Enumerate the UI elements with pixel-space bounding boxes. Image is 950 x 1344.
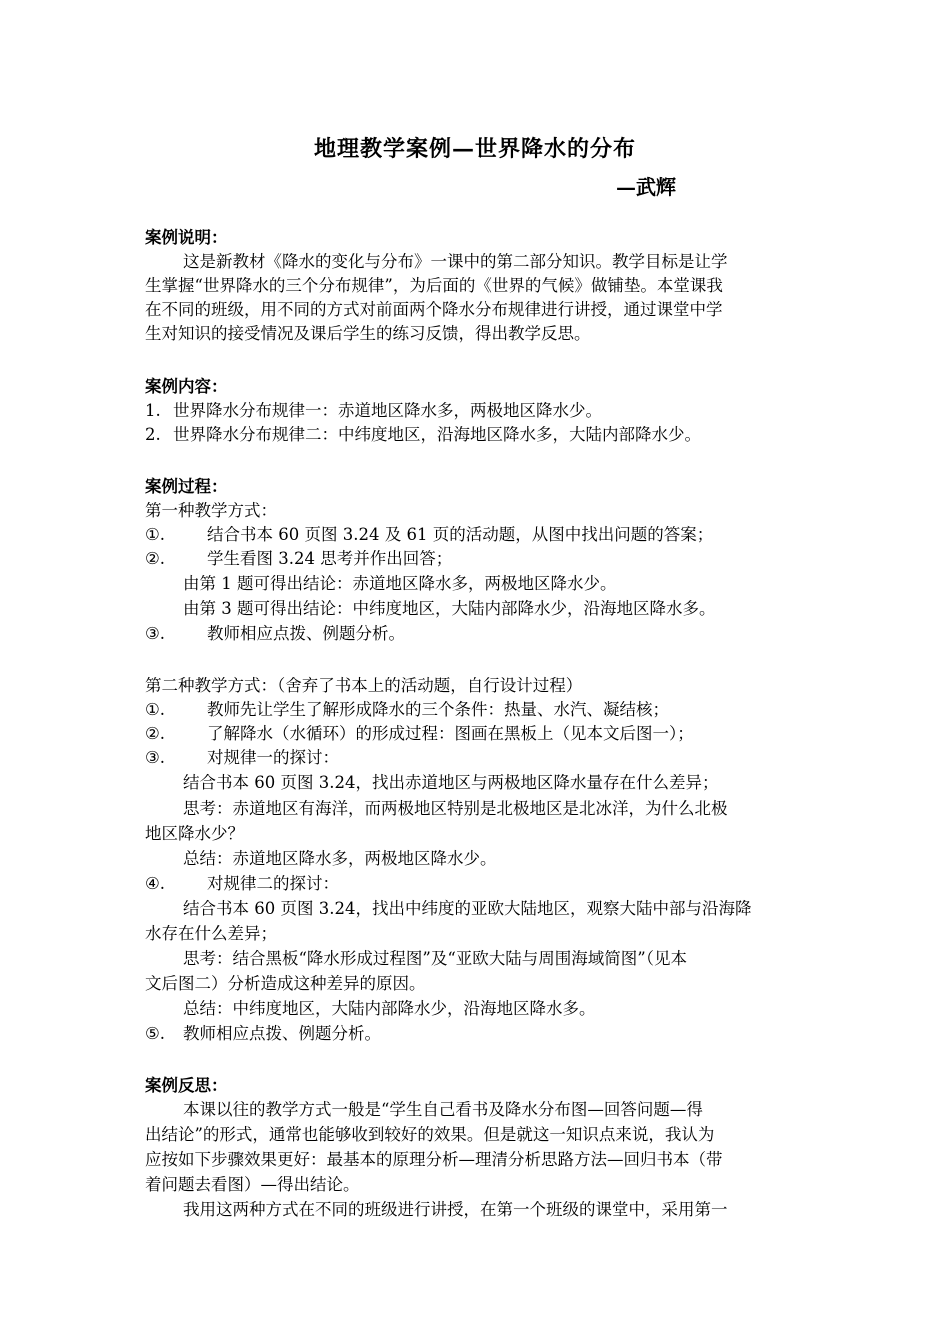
- list-item: [145, 622, 405, 646]
- author-line: —武辉: [616, 175, 676, 199]
- paragraph-line: 本课以往的教学方式一般是“学生自己看书及降水分布图—回答问题—得: [183, 1100, 703, 1119]
- paragraph-line: 思考：结合黑板“降水形成过程图”及“亚欧大陆与周围海域简图”（见本: [183, 949, 687, 968]
- method-one-heading: 第一种教学方式：: [145, 501, 277, 520]
- section-heading-description: 案例说明：: [145, 228, 228, 247]
- paragraph-line: 思考：赤道地区有海洋，而两极地区特别是北极地区是北冰洋，为什么北极: [183, 799, 728, 818]
- paragraph-line: 结合书本 60 页图 3.24，找出中纬度的亚欧大陆地区，观察大陆中部与沿海降: [183, 899, 752, 918]
- method-two-heading: 第二种教学方式：（舍弃了书本上的活动题，自行设计过程）: [145, 676, 583, 695]
- list-number: ②.: [145, 549, 166, 568]
- list-number: ④.: [145, 874, 166, 893]
- paragraph-line: 文后图二）分析造成这种差异的原因。: [145, 974, 426, 993]
- paragraph-line: 我用这两种方式在不同的班级进行讲授，在第一个班级的课堂中，采用第一: [183, 1200, 728, 1219]
- section-heading-process: 案例过程：: [145, 477, 228, 496]
- list-text: 对规律一的探讨：: [207, 748, 339, 767]
- paragraph-line: 地区降水少？: [145, 824, 244, 843]
- document-title: 地理教学案例—世界降水的分布: [313, 136, 636, 162]
- list-number: ③.: [145, 748, 166, 767]
- list-text: 对规律二的探讨：: [207, 874, 339, 893]
- list-number: ①.: [145, 525, 166, 544]
- list-text: 了解降水（水循环）的形成过程：图画在黑板上（见本文后图一）；: [207, 724, 694, 743]
- paragraph-line: 结合书本 60 页图 3.24，找出赤道地区与两极地区降水量存在什么差异；: [183, 773, 719, 792]
- paragraph-line: 总结：赤道地区降水多，两极地区降水少。: [183, 849, 497, 868]
- list-text: 教师相应点拨、例题分析。: [183, 1024, 381, 1043]
- list-item: [145, 722, 694, 746]
- list-number: 2.: [145, 425, 161, 444]
- list-number: ③.: [145, 624, 166, 643]
- list-text: 学生看图 3.24 思考并作出回答；: [207, 549, 453, 568]
- list-item: [145, 698, 669, 722]
- paragraph-line: 生对知识的接受情况及课后学生的练习反馈，得出教学反思。: [145, 324, 591, 343]
- paragraph-line: 出结论”的形式，通常也能够收到较好的效果。但是就这一知识点来说，我认为: [145, 1125, 715, 1144]
- list-number: ②.: [145, 724, 166, 743]
- list-item: [145, 872, 339, 896]
- list-text: 世界降水分布规律二：中纬度地区，沿海地区降水多，大陆内部降水少。: [173, 425, 701, 444]
- conclusion-line: 由第 1 题可得出结论：赤道地区降水多，两极地区降水少。: [183, 574, 617, 593]
- list-text: 教师先让学生了解形成降水的三个条件：热量、水汽、凝结核；: [207, 700, 669, 719]
- paragraph-line: 着问题去看图）—得出结论。: [145, 1175, 360, 1194]
- list-number: ⑤.: [145, 1024, 166, 1043]
- paragraph-line: 生掌握“世界降水的三个分布规律”，为后面的《世界的气候》做铺垫。本堂课我: [145, 276, 723, 295]
- list-item: [145, 523, 713, 547]
- conclusion-line: 由第 3 题可得出结论：中纬度地区，大陆内部降水少，沿海地区降水多。: [183, 599, 716, 618]
- list-item: [145, 399, 602, 423]
- paragraph-line: 总结：中纬度地区，大陆内部降水少，沿海地区降水多。: [183, 999, 596, 1018]
- list-item: [145, 547, 452, 571]
- paragraph-line: 这是新教材《降水的变化与分布》一课中的第二部分知识。教学目标是让学: [183, 252, 728, 271]
- paragraph-line: 应按如下步骤效果更好：最基本的原理分析—理清分析思路方法—回归书本（带: [145, 1150, 723, 1169]
- section-heading-content: 案例内容：: [145, 377, 228, 396]
- list-text: 世界降水分布规律一：赤道地区降水多，两极地区降水少。: [173, 401, 602, 420]
- paragraph-line: 在不同的班级，用不同的方式对前面两个降水分布规律进行讲授，通过课堂中学: [145, 300, 723, 319]
- list-item: [145, 1022, 381, 1046]
- list-text: 教师相应点拨、例题分析。: [207, 624, 405, 643]
- list-number: ①.: [145, 700, 166, 719]
- list-item: [145, 423, 701, 447]
- paragraph-line: 水存在什么差异；: [145, 924, 277, 943]
- list-text: 结合书本 60 页图 3.24 及 61 页的活动题，从图中找出问题的答案；: [207, 525, 714, 544]
- list-number: 1.: [145, 401, 161, 420]
- section-heading-reflection: 案例反思：: [145, 1076, 228, 1095]
- list-item: [145, 746, 339, 770]
